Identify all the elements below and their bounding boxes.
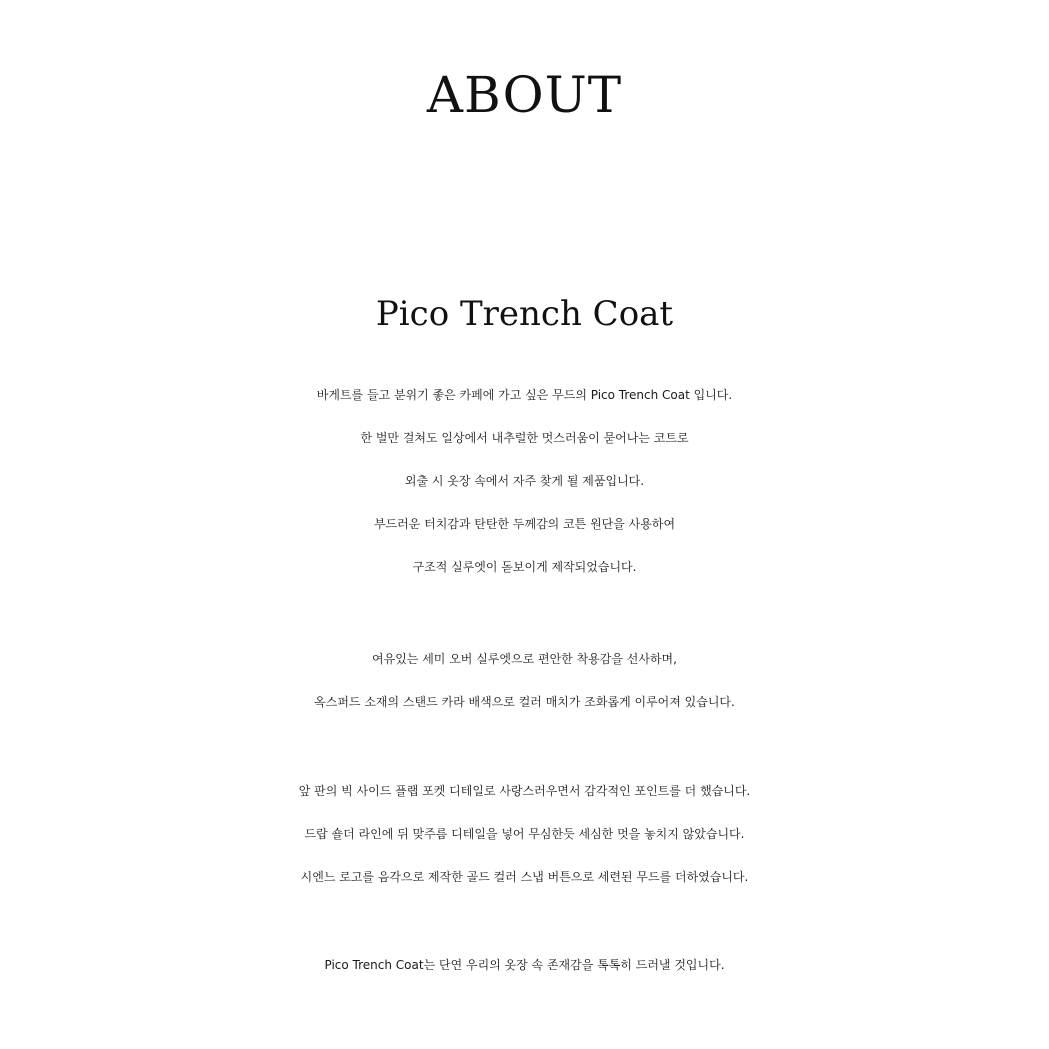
paragraph-line: 시엔느 로고를 음각으로 제작한 골드 컬러 스냅 버튼으로 세련된 무드를 더하였습니다. [300,870,749,884]
paragraph-line: 한 벌만 걸쳐도 일상에서 내추럴한 멋스러움이 묻어나는 코트로 [360,431,689,445]
paragraph-line: Pico Trench Coat는 단연 우리의 옷장 속 존재감을 톡톡히 드러낼 것입니다. [324,958,725,972]
paragraph-line: 구조적 실루엣이 돋보이게 제작되었습니다. [412,560,637,574]
paragraph-line: 외출 시 옷장 속에서 자주 찾게 될 제품입니다. [404,474,645,488]
closing-paragraph [0,944,1049,987]
detail-paragraph [0,770,1049,899]
fit-paragraph [0,638,1049,724]
paragraph-line: 부드러운 터치감과 탄탄한 두께감의 코튼 원단을 사용하여 [373,517,676,531]
paragraph-line: 옥스퍼드 소재의 스탠드 카라 배색으로 컬러 매치가 조화롭게 이루어져 있습니다. [314,695,735,709]
paragraph-line: 앞 판의 빅 사이드 플랩 포켓 디테일로 사랑스러우면서 감각적인 포인트를 더 했습니다. [298,784,751,798]
page-title: ABOUT [426,66,623,124]
paragraph-line: 드랍 숄더 라인에 뒤 맞주름 디테일을 넣어 무심한듯 세심한 멋을 놓치지 않았습니다. [304,827,745,841]
product-name: Pico Trench Coat [375,294,674,334]
paragraph-line: 여유있는 세미 오버 실루엣으로 편안한 착용감을 선사하며, [372,652,677,666]
description-paragraph [0,374,1049,589]
paragraph-line: 바게트를 들고 분위기 좋은 카페에 가고 싶은 무드의 Pico Trench Coat 입니다. [316,388,733,402]
